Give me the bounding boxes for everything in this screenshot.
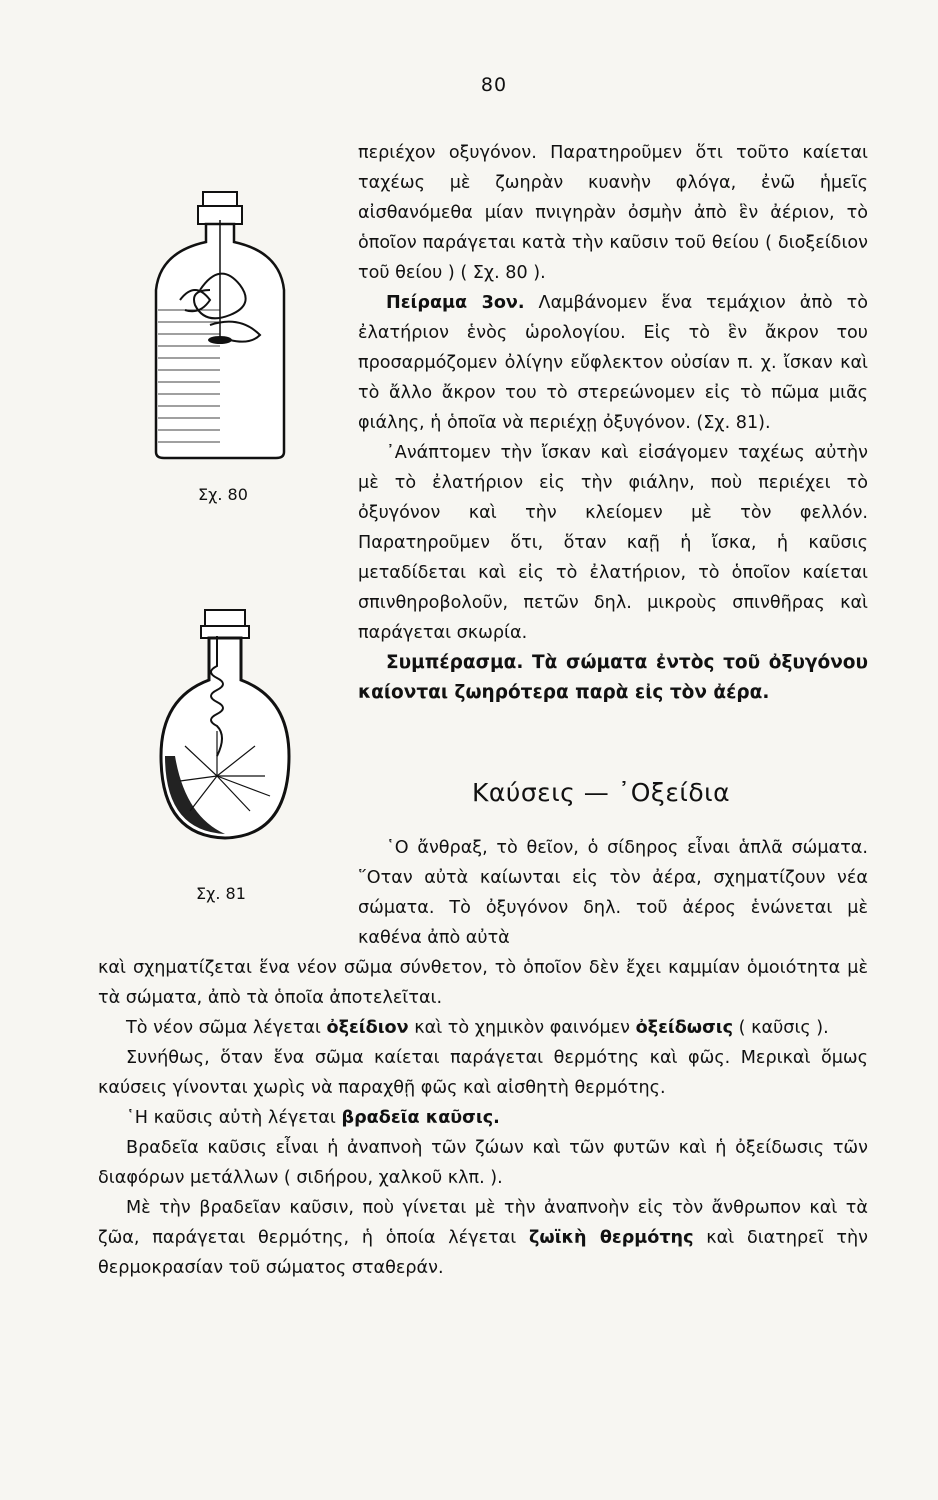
paragraph-sulfur-burning: περιέχον οξυγόνον. Παρατηροῦμεν ὅτι τοῦτο καίεται ταχέως μὲ ζωηρὰν κυανὴν φλόγα, ἐνῶ ἡμεῖς αἰσθανόμεθα μίαν πνιγηρὰν ὀσμὴν ἀπὸ ἓν ἀέριον, τὸ ὁποῖον παράγεται κατὰ τὴν καῦσιν τοῦ θείου ( διοξείδιον τοῦ θείου ) ( Σχ. 80 ). <box>358 143 868 283</box>
paragraph-simple-bodies: ῾Ο ἄνθραξ, τὸ θεῖον, ὁ σίδηρος εἶναι ἁπλᾶ σώματα. ῞Οταν αὐτὰ καίωνται εἰς τὸν ἀέρα, σχηματίζουν νέα σώματα. Τὸ ὀξυγόνον δηλ. τοῦ ἀέρος ἑνώνεται μὲ καθένα ἀπὸ αὐτὰ <box>358 838 868 948</box>
new-body-pre: Τὸ νέον σῶμα λέγεται <box>126 1018 327 1038</box>
term-animal-heat: ζωϊκὴ θερμότης <box>528 1228 694 1248</box>
figure-81-flask-illustration <box>155 606 295 846</box>
paragraph-ignite: ᾿Ανάπτομεν τὴν ἴσκαν καὶ εἰσάγομεν ταχέως αὐτὴν μὲ τὸ ἐλατήριον εἰς τὴν φιάλην, ποὺ περιέχει τὸ ὀξυγόνον καὶ τὴν κλείομεν μὲ τὸν φελλόν. Παρατηροῦμεν ὅτι, ὅταν καῇ ἡ ἴσκα, ἡ καῦσις μεταδίδεται καὶ εἰς τὸ ἐλατήριον, τὸ ὁποῖον καίεται σπινθηροβολοῦν, πετῶν δηλ. μικροὺς σπινθῆρας καὶ παράγεται σκωρία. <box>358 443 868 643</box>
paragraph-slow-examples: Βραδεῖα καῦσις εἶναι ἡ ἀναπνοὴ τῶν ζώων καὶ τῶν φυτῶν καὶ ἡ ὀξείδωσις τῶν διαφόρων μετάλλων ( σιδήρου, χαλκοῦ κλπ. ). <box>98 1138 868 1188</box>
upper-column-text <box>358 138 868 708</box>
figure-80-bottle-illustration <box>140 190 300 470</box>
section-heading: Καύσεις — ᾿Οξείδια <box>472 778 731 807</box>
wrap-column-text <box>358 833 868 953</box>
paragraph-continuation: καὶ σχηματίζεται ἕνα νέον σῶμα σύνθετον, τὸ ὁποῖον δὲν ἔχει καμμίαν ὁμοιότητα μὲ τὰ σώματα, ἀπὸ τὰ ὁποῖα ἀποτελεῖται. <box>98 958 868 1008</box>
figure-80-caption: Σχ. 80 <box>198 485 248 504</box>
paragraph-experiment-3 <box>358 288 868 438</box>
paragraph-animal-heat <box>98 1193 868 1283</box>
page-number: 80 <box>480 74 508 96</box>
paragraph-new-body <box>98 1013 868 1043</box>
term-oxidation: ὀξείδωσις <box>635 1018 734 1038</box>
animal-heat-pre: Μὲ τὴν βραδεῖαν καῦσιν, ποὺ γίνεται μὲ τὴν ἀναπνοὴν εἰς τὸν ἄνθρωπον καὶ τὰ ζῶα, παράγεται θερμότης, ἡ ὁποία λέγεται <box>98 1198 868 1248</box>
slow-pre: ῾Η καῦσις αὐτὴ λέγεται <box>126 1108 342 1128</box>
paragraph-conclusion: Συμπέρασμα. Τὰ σώματα ἐντὸς τοῦ ὀξυγόνου καίονται ζωηρότερα παρὰ εἰς τὸν ἀέρα. <box>358 652 868 703</box>
experiment-3-label: Πείραμα 3ον. <box>386 293 525 313</box>
paragraph-usually: Συνήθως, ὅταν ἕνα σῶμα καίεται παράγεται θερμότης καὶ φῶς. Μερικαὶ ὅμως καύσεις γίνονται χωρὶς νὰ παραχθῇ φῶς καὶ αἰσθητὴ θερμότης. <box>98 1048 868 1098</box>
animal-heat-post: καὶ διατηρεῖ τὴν θερμοκρασίαν τοῦ σώματος σταθεράν. <box>98 1228 868 1278</box>
new-body-mid: καὶ τὸ χημικὸν φαινόμεν <box>408 1018 636 1038</box>
new-body-post: ( καῦσις ). <box>733 1018 829 1038</box>
paragraph-slow-combustion <box>98 1103 868 1133</box>
figure-81-caption: Σχ. 81 <box>196 884 246 903</box>
term-oxide: ὀξείδιον <box>326 1018 409 1038</box>
term-slow-combustion: βραδεῖα καῦσις. <box>341 1108 500 1128</box>
full-width-text <box>98 953 868 1283</box>
experiment-3-text: Λαμβάνομεν ἕνα τεμάχιον ἀπὸ τὸ ἐλατήριον ἑνὸς ὡρολογίου. Εἰς τὸ ἓν ἄκρον του προσαρμόζομεν ὀλίγην εὔφλεκτον οὐσίαν π. χ. ἴσκαν καὶ τὸ ἄλλο ἄκρον του τὸ στερεώνομεν εἰς τὸ πῶμα μιᾶς φιάλης, ἡ ὁποῖα νὰ περιέχῃ ὀξυγόνον. (Σχ. 81). <box>358 293 868 433</box>
